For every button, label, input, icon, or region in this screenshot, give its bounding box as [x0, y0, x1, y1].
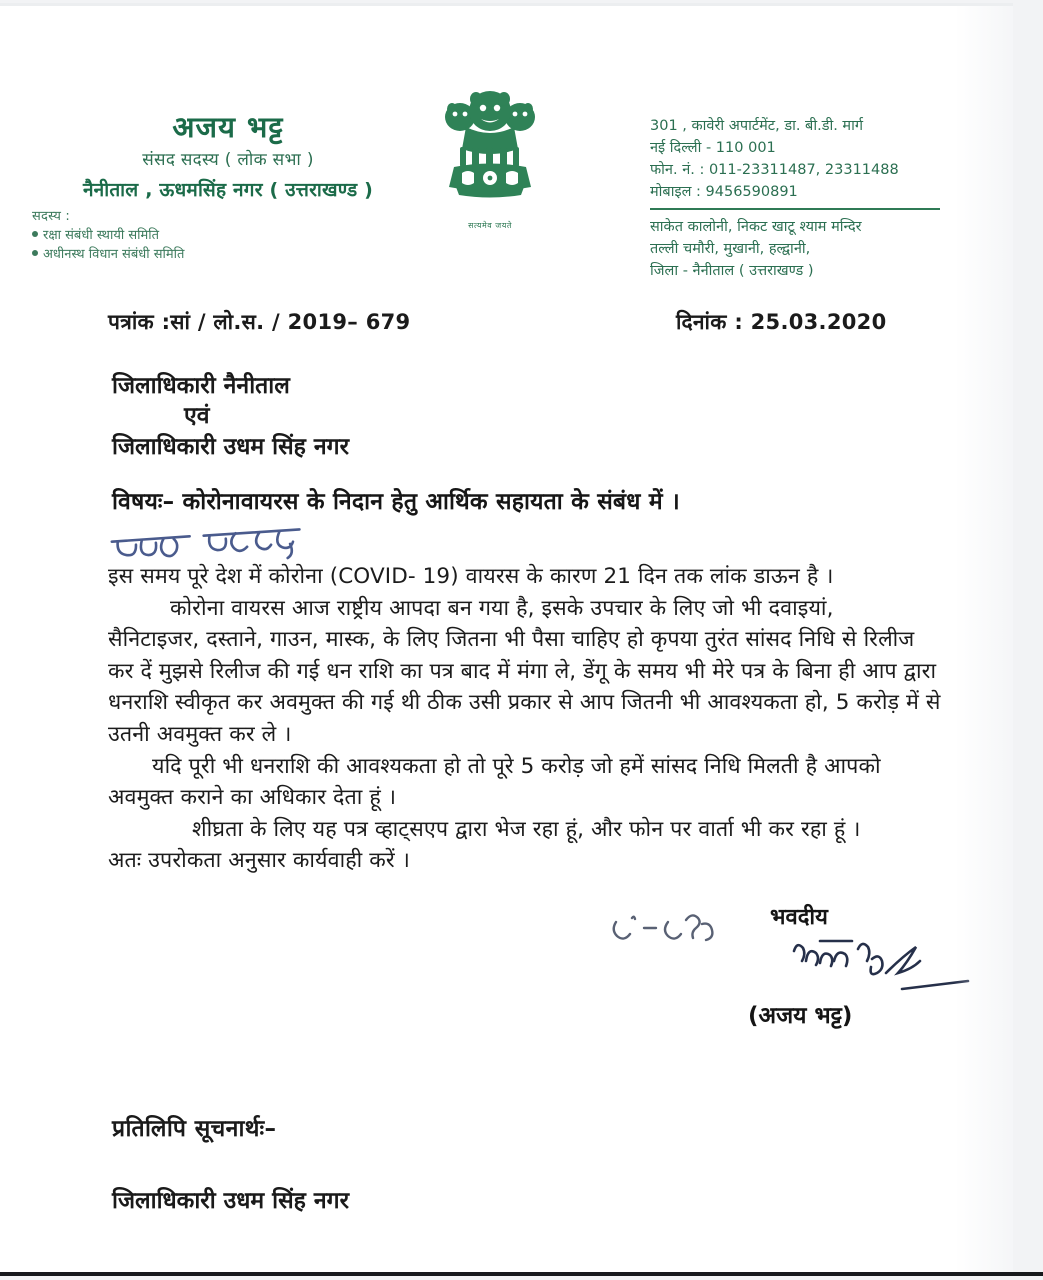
recipient-block	[112, 371, 712, 462]
letterhead-address-block	[650, 115, 990, 282]
committee-label: सदस्य :	[32, 209, 71, 225]
letter-body	[108, 561, 968, 877]
address-divider	[650, 208, 940, 210]
bullet-icon	[32, 231, 38, 237]
address-line: जिला - नैनीताल ( उत्तराखण्ड )	[650, 263, 814, 280]
copy-to-item: जिलाधिकारी उधम सिंह नगर	[112, 1188, 350, 1214]
recipient-line-2: जिलाधिकारी उधम सिंह नगर	[112, 433, 350, 460]
recipient-conjunction: एवं	[184, 403, 210, 430]
mobile-line: मोबाइल : 9456590891	[650, 184, 798, 201]
phone-line: फोन. नं. : 011-23311487, 23311488	[650, 162, 899, 179]
committee-item-label: रक्षा संबंधी स्थायी समिति	[43, 228, 160, 244]
committee-item-label: अधीनस्थ विधान संबंधी समिति	[43, 247, 185, 263]
letter-page	[0, 3, 1013, 1273]
recipient-line-1: जिलाधिकारी नैनीताल	[112, 373, 290, 399]
body-line: धनराशि स्वीकृत कर अवमुक्त की गई थी ठीक उसी प्रकार से आप जितनी भी आवश्यकता हो, 5 करोड़ में से	[108, 690, 941, 716]
reference-line	[0, 308, 1013, 344]
mp-constituency: नैनीताल , ऊधमसिंह नगर ( उत्तराखण्ड )	[82, 179, 374, 202]
subject-line: विषयः– कोरोनावायरस के निदान हेतु आर्थिक सहायता के संबंध में ।	[112, 489, 680, 515]
bullet-icon	[32, 250, 38, 256]
committee-item	[32, 246, 428, 265]
body-line: अवमुक्त कराने का अधिकार देता हूं ।	[108, 785, 397, 811]
letterhead	[0, 3, 1013, 303]
address-line: साकेत कालोनी, निकट खाटू श्याम मन्दिर	[650, 219, 862, 236]
letterhead-left-block	[28, 111, 428, 265]
copy-to-title: प्रतिलिपि सूचनार्थः–	[112, 1116, 277, 1142]
body-line: कोरोना वायरस आज राष्ट्रीय आपदा बन गया है, इसके उपचार के लिए जो भी दवाइयां,	[170, 595, 834, 621]
address-line: नई दिल्ली - 110 001	[650, 140, 776, 157]
committee-item	[32, 227, 428, 246]
letter-reference-number: पत्रांक :सां / लो.स. / 2019– 679	[108, 310, 411, 334]
address-line: 301 , कावेरी अपार्टमेंट, डा. बी.डी. मार्ग	[650, 118, 864, 134]
mp-designation: संसद सदस्य ( लोक सभा )	[142, 150, 314, 171]
body-line: सैनिटाइजर, दस्ताने, गाउन, मास्क, के लिए जितना भी पैसा चाहिए हो कृपया तुरंत सांसद निधि से रिलीज	[108, 627, 915, 653]
emblem-motto: सत्यमेव जयते	[468, 221, 512, 230]
handwritten-salutation	[103, 522, 334, 566]
mp-name: अजय भट्ट	[172, 110, 284, 144]
committee-membership-block	[32, 208, 428, 265]
body-line: इस समय पूरे देश में कोरोना (COVID- 19) वायरस के कारण 21 दिन तक लांक डाऊन है ।	[108, 564, 834, 589]
scan-bottom-edge	[0, 1272, 1043, 1276]
address-line: तल्ली चमौरी, मुखानी, हल्द्वानी,	[650, 241, 811, 258]
body-line: अतः उपरोकता अनुसार कार्यवाही करें ।	[108, 848, 410, 874]
ashoka-lion-capital-emblem-icon	[430, 83, 550, 231]
body-line: उतनी अवमुक्त कर ले ।	[108, 721, 292, 747]
letter-date: दिनांक : 25.03.2020	[676, 310, 887, 334]
handwritten-signature	[790, 933, 980, 1003]
signatory-name: (अजय भट्ट)	[748, 1003, 853, 1029]
body-line: कर दें मुझसे रिलीज की गई धन राशि का पत्र बाद में मंगा ले, डेंगू के समय भी मेरे पत्र के बिना ही आप द्वारा	[108, 658, 937, 684]
closing-salutation: भवदीय	[770, 905, 828, 930]
body-line: यदि पूरी भी धनराशि की आवश्यकता हो तो पूरे 5 करोड़ जो हमें सांसद निधि मिलती है आपको	[152, 753, 881, 779]
handwritten-date-note	[610, 908, 770, 952]
body-line: शीघ्रता के लिए यह पत्र व्हाट्सएप द्वारा भेज रहा हूं, और फोन पर वार्ता भी कर रहा हूं ।	[192, 816, 861, 842]
